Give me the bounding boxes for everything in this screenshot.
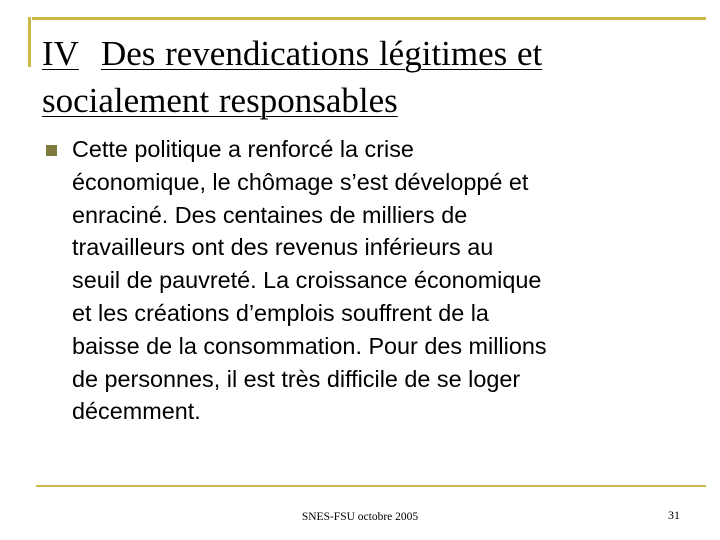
bottom-rule [36,485,706,487]
footer-text: SNES-FSU octobre 2005 [301,511,419,523]
paragraph-line: de personnes, il est très difficile de se loger [72,365,521,392]
bullet-paragraph [72,133,702,428]
title-text: Des revendications légitimes et socialement responsables [42,34,543,120]
square-bullet-icon [46,145,57,156]
paragraph-line: décemment. [72,398,201,425]
paragraph-line: économique, le chômage s’est développé et [72,168,529,195]
paragraph-line: baisse de la consommation. Pour des millions [72,332,547,359]
paragraph-line: travailleurs ont des revenus inférieurs au [72,234,494,261]
page-number: 31 [668,508,680,522]
left-rule [28,17,31,67]
paragraph-line: enraciné. Des centaines de milliers de [72,201,468,228]
top-rule [32,17,706,20]
slide-title [42,30,692,124]
title-number: IV [42,34,79,73]
paragraph-line: Cette politique a renforcé la crise [72,136,414,162]
paragraph-line: et les créations d’emplois souffrent de la [72,299,489,326]
paragraph-line: seuil de pauvreté. La croissance économique [72,267,542,294]
